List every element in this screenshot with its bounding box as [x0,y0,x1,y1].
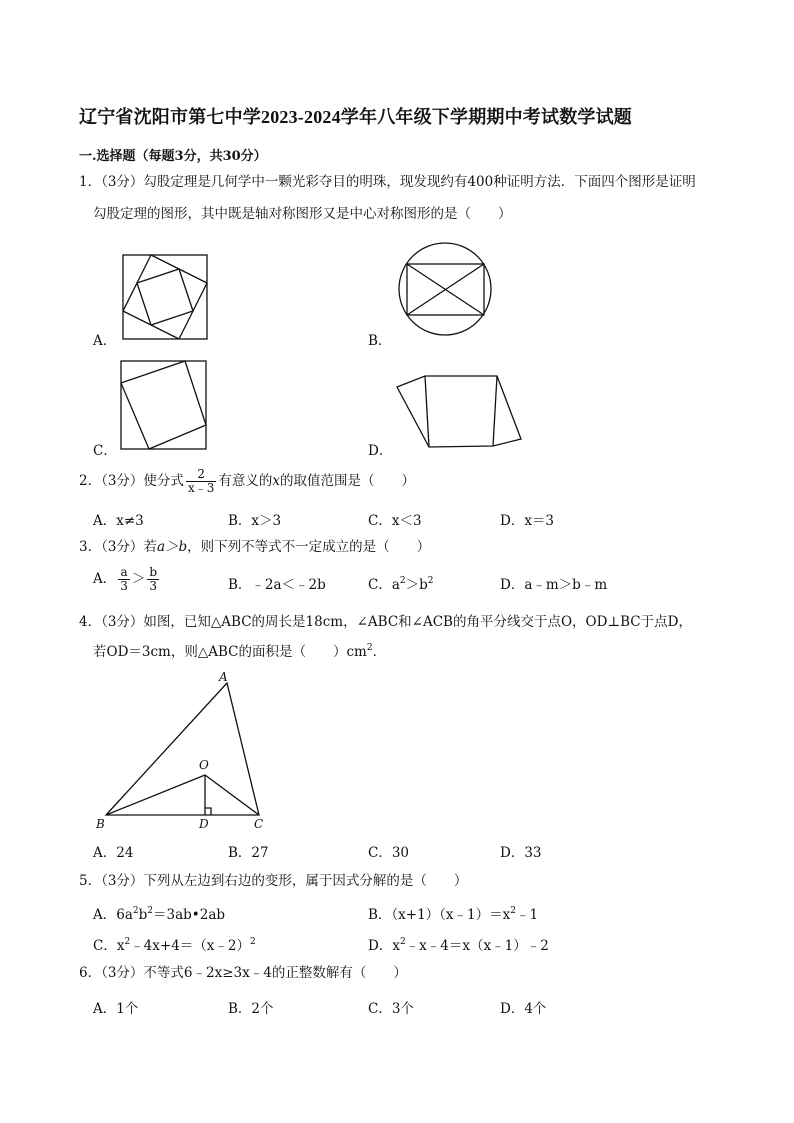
q3-c-b: ＞b [405,577,428,593]
q5-d-exp: 2 [399,937,406,947]
q5-b-exp: 2 [510,906,516,916]
q2-fraction [186,468,216,495]
q3-stem-b: ，则下列不等式不一定成立的是（ ） [187,539,431,555]
q2-option-b: B．x＞3 [228,513,282,529]
q5-d-part1: D．x [368,938,400,954]
q3-stem-condition: a＞b [156,539,188,555]
q1-option-c-label: C． [93,443,117,459]
q5-a-exp2: 2 [147,906,154,916]
q4-label-o: O [199,758,209,772]
q2-numerator: 2 [186,468,216,482]
q5-option-d [368,934,549,954]
q5-a-exp1: 2 [132,906,139,916]
q3-a-den1: 3 [120,579,128,593]
q4-label-a: A [219,670,228,684]
q3-a-num1: a [118,566,130,580]
q5-option-a [93,903,225,923]
q2-suffix-b: 的取值范围是（ ） [279,473,415,489]
q5-b-part2: ﹣1 [516,907,539,923]
q5-b-part1: B．（x+1）（x﹣1）＝x [368,907,511,923]
question-1-stem-line1: 1．（3分）勾股定理是几何学中一颗光彩夺目的明珠，现发现约有400种证明方法．下面四个图形是证明 [79,174,696,190]
q5-c-exp2: 2 [250,937,256,947]
q1-figure-c [121,361,209,451]
q6-option-d: D．4个 [500,1001,547,1017]
q3-option-d: D．a﹣m＞b﹣m [500,577,608,593]
q2-option-d: D．x＝3 [500,513,555,529]
question-6-stem: 6．（3分）不等式6﹣2x≥3x﹣4的正整数解有（ ） [79,965,407,981]
q3-option-b: B．﹣2a＜﹣2b [228,577,326,593]
q1-option-d-label: D． [368,443,393,459]
q3-option-a-label: A． [93,571,117,587]
q3-c-exp1: 2 [399,576,406,586]
q5-c-part2: ﹣4x+4＝（x﹣2） [130,938,250,954]
q3-option-c [368,573,434,593]
q5-option-b [368,903,538,923]
question-4-stem-line2 [93,642,386,662]
q6-option-c: C．3个 [368,1001,414,1017]
q1-figure-d [397,376,522,448]
q4-line2-exp: 2 [366,643,373,653]
q3-option-a-frac1 [118,566,130,593]
q4-triangle-figure [94,668,274,833]
q1-option-b-label: B． [368,333,392,349]
question-3-stem [79,537,430,557]
q1-figure-b [396,243,496,338]
q4-option-a: A．24 [93,845,134,861]
q1-figure-a [123,255,208,340]
q5-c-part1: C．x [93,938,125,954]
q3-a-den2: 3 [149,579,158,593]
q3-option-a-frac2 [147,566,159,593]
q2-option-a: A．x≠3 [93,513,144,529]
q4-option-d: D．33 [500,845,542,861]
page-title: 辽宁省沈阳市第七中学2023-2024学年八年级下学期期中考试数学试题 [79,107,632,127]
q2-option-c: C．x＜3 [368,513,422,529]
q4-label-d: D [199,817,209,831]
question-4-stem-line1: 4．（3分）如图，已知△ABC的周长是18cm，∠ABC和∠ACB的角平分线交于点O，OD⊥BC于点D， [79,614,692,630]
q3-a-relation: ＞ [131,571,146,587]
q4-label-c: C [254,817,264,831]
q5-a-part2: b [138,907,148,923]
q2-variable: x [272,473,280,489]
q5-a-part3: ＝3ab•2ab [153,907,226,923]
q2-denominator: x﹣3 [187,481,215,495]
q3-a-num2: b [149,565,158,579]
q5-a-part1: A．6a [93,907,133,923]
q5-d-part2: ﹣x﹣4＝x（x﹣1）﹣2 [405,938,549,954]
q3-option-a [93,566,161,593]
q4-label-b: B [96,817,105,831]
question-2-stem [79,468,415,495]
q5-c-exp1: 2 [124,937,131,947]
q6-option-a: A．1个 [93,1001,139,1017]
q4-option-c: C．30 [368,845,410,861]
q1-option-a-label: A． [93,333,117,349]
q4-line2-a: 若OD＝3cm，则△ABC的面积是（ ）cm [93,644,367,660]
section-header: 一.选择题（每题3分，共30分） [79,149,267,164]
q4-line2-b: ． [372,644,387,660]
q6-option-b: B．2个 [228,1001,274,1017]
q3-c-exp2: 2 [427,576,434,586]
question-1-stem-line2: 勾股定理的图形，其中既是轴对称图形又是中心对称图形的是（ ） [93,206,512,222]
question-5-stem: 5．（3分）下列从左边到右边的变形，属于因式分解的是（ ） [79,873,468,889]
q5-option-c [93,934,256,954]
q2-suffix-a: 有意义的 [218,473,273,489]
q3-stem-a: 3．（3分）若 [79,539,157,555]
q3-c-a: C．a [368,577,400,593]
q2-prefix: 2．（3分）使分式 [79,473,184,489]
q4-option-b: B．27 [228,845,269,861]
